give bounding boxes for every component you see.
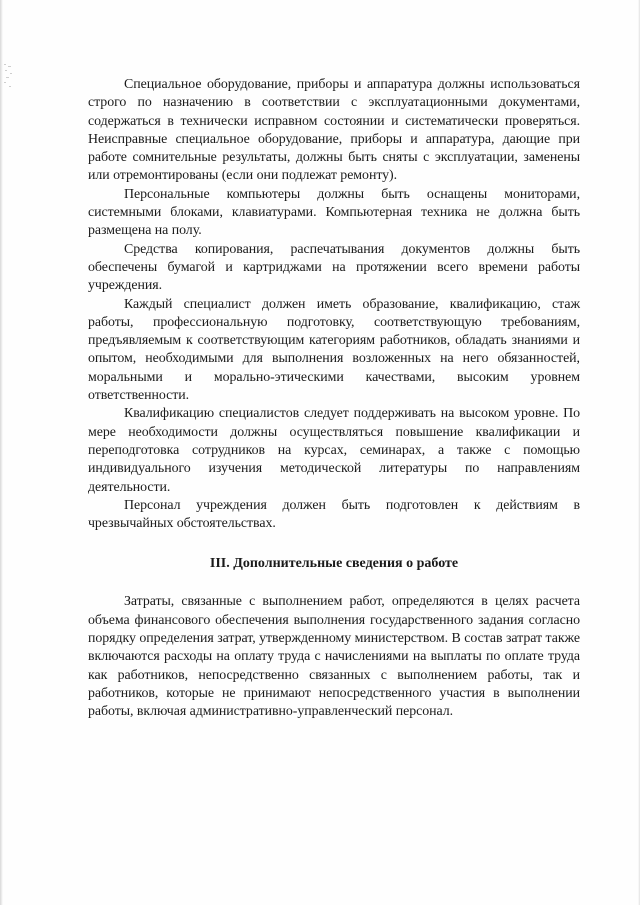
section-heading: III. Дополнительные сведения о работе: [209, 556, 459, 572]
paragraph-qualification-maintenance: Квалификацию специалистов следует поддерживать на высоком уровне. По мере необходимости должны осуществляться повышение квалификации и переподготовка сотрудников на курсах, семинарах, а также с помощью индивидуального изучения методической литературы по направлениям деятельности.: [88, 406, 580, 495]
paragraph-emergency-readiness: Персонал учреждения должен быть подготовлен к действиям в чрезвычайных обстоятельствах.: [88, 497, 580, 532]
paragraph-costs: Затраты, связанные с выполнением работ, определяются в целях расчета объема финансового обеспечения выполнения государственного задания согласно порядку определения затрат, утвержденному министерством. В состав затрат также включаются расходы на оплату труда с начислениями на выплаты по оплате труда как работников, непосредственно связанных с выполнением работы, так и работников, которые не принимают непосредственного участия в выполнении работы, включая административно-управленческий персонал.: [88, 594, 580, 720]
document-body: [88, 76, 580, 722]
scan-edge-left: [0, 0, 3, 905]
paragraph-copying: Средства копирования, распечатывания документов должны быть обеспечены бумагой и картриджами на протяжении всего времени работы учреждения.: [88, 241, 580, 294]
paragraph-specialist-qualification: Каждый специалист должен иметь образование, квалификацию, стаж работы, профессиональную подготовку, соответствующую требованиям, предъявляемым к соответствующим категориям работников, обладать знаниями и опытом, необходимыми для выполнения возложенных на него обязанностей, моральными и морально-этическими качествами, высоким уровнем ответственности.: [88, 296, 580, 404]
paragraph-equipment: Специальное оборудование, приборы и аппаратура должны использоваться строго по назначению в соответствии с эксплуатационными документами, содержаться в технически исправном состоянии и систематически проверяться. Неисправные специальное оборудование, приборы и аппаратура, дающие при работе сомнительные результаты, должны быть сняты с эксплуатации, заменены или отремонтированы (если они подлежат ремонту).: [88, 77, 580, 184]
paragraph-computers: Персональные компьютеры должны быть оснащены мониторами, системными блоками, клавиатурами. Компьютерная техника не должна быть размещена на полу.: [88, 186, 580, 239]
scan-artifact-icon: [3, 62, 21, 92]
